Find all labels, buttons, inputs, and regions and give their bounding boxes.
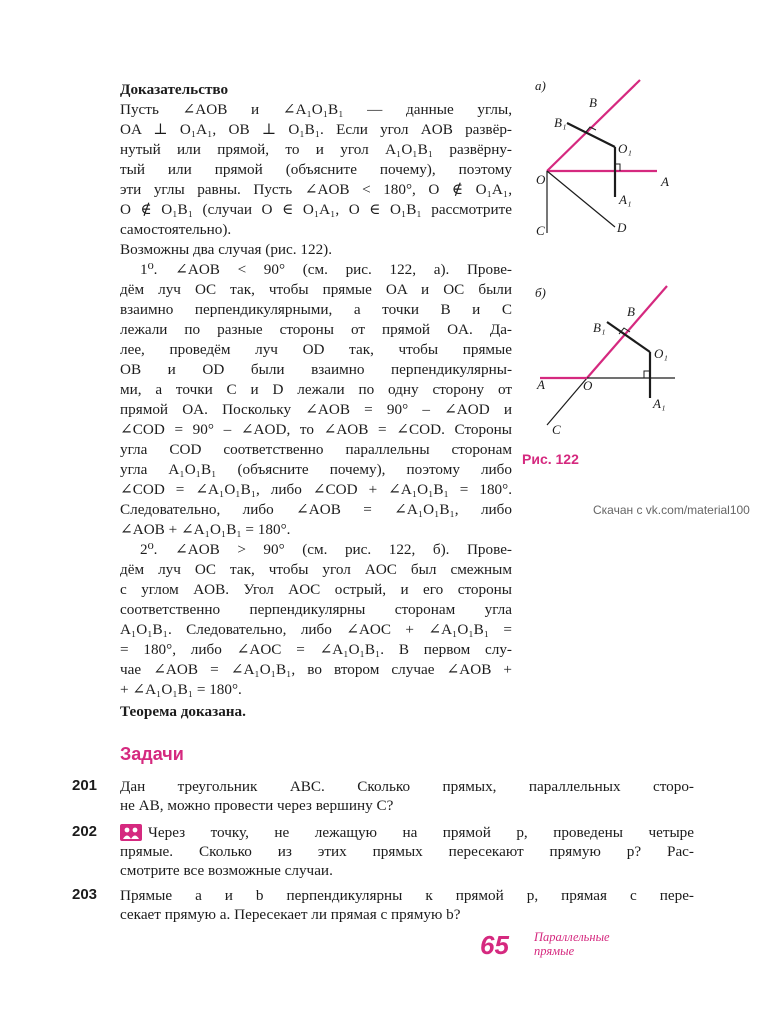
proof-line: OA ⊥ O₁A₁, OB ⊥ O₁B₁. Если угол AOB развёр- bbox=[120, 121, 512, 138]
point-label-c: C bbox=[552, 422, 561, 437]
proof-line: эти углы равны. Пусть ∠AOB < 180°, O ∉ O₁A₁, bbox=[120, 181, 512, 198]
proof-line: = 180°, либо ∠AOC = ∠A₁O₁B₁. В первом слу- bbox=[120, 641, 512, 658]
ray-oc bbox=[547, 378, 587, 425]
proof-line: 2⁰. ∠AOB > 90° (см. рис. 122, б). Прове- bbox=[140, 541, 512, 558]
point-label-b: B bbox=[627, 304, 635, 319]
point-label-o1: O₁ bbox=[654, 346, 668, 361]
task-line: смотрите все возможные случаи. bbox=[120, 862, 333, 879]
proof-line: OB и OD были взаимно перпендикулярны- bbox=[120, 361, 512, 378]
theorem-proved: Теорема доказана. bbox=[120, 703, 246, 720]
proof-line: ∠COD = 90° – ∠AOD, то ∠AOB = ∠COD. Стороны bbox=[120, 421, 512, 438]
proof-line: чае ∠AOB = ∠A₁O₁B₁, во втором случае ∠AOB + bbox=[120, 661, 512, 678]
section-title bbox=[534, 930, 610, 958]
point-label-o: O bbox=[583, 378, 593, 393]
proof-line: ∠AOB + ∠A₁O₁B₁ = 180°. bbox=[120, 521, 291, 538]
proof-line: с углом AOB. Угол AOC острый, и его стороны bbox=[120, 581, 512, 598]
proof-line: нутый или прямой, то и угол A₁O₁B₁ развёрну- bbox=[120, 141, 512, 158]
proof-line: лее, проведём луч OD так, чтобы прямые bbox=[120, 341, 512, 358]
point-label-a: A bbox=[537, 377, 545, 392]
figure-122a bbox=[525, 75, 695, 245]
figure-b-label: б) bbox=[535, 285, 546, 300]
proof-line: Пусть ∠AOB и ∠A₁O₁B₁ — данные углы, bbox=[120, 101, 512, 118]
proof-line: A₁O₁B₁. Следовательно, либо ∠AOC + ∠A₁O₁B₁ = bbox=[120, 621, 512, 638]
point-label-o1: O₁ bbox=[618, 141, 632, 156]
task-number: 201 bbox=[72, 777, 98, 794]
proof-line: прямой OA. Поскольку ∠AOB = 90° – ∠AOD и bbox=[120, 401, 512, 418]
page-number: 65 bbox=[480, 930, 509, 960]
proof-line: самостоятельно). bbox=[120, 221, 232, 238]
proof-line: дём луч OC так, чтобы угол AOC был смежным bbox=[120, 561, 512, 578]
point-label-b1: B₁ bbox=[593, 320, 606, 335]
figure-caption: Рис. 122 bbox=[522, 451, 579, 467]
proof-line: дём луч OC так, чтобы прямые OA и OC были bbox=[120, 281, 512, 298]
task-line: прямые. Сколько из этих прямых пересекают прямую p? Рас- bbox=[120, 843, 694, 860]
figure-122b bbox=[525, 282, 695, 442]
point-label-c: C bbox=[536, 223, 545, 238]
group-work-icon bbox=[120, 824, 142, 841]
section-title-line: Параллельные bbox=[534, 930, 610, 944]
task-line: Прямые a и b перпендикулярны к прямой p, прямая c пере- bbox=[120, 887, 694, 904]
proof-line: угла COD соответственно параллельны сторонам bbox=[120, 441, 512, 458]
task-line: Дан треугольник ABC. Сколько прямых, параллельных сторо- bbox=[120, 778, 694, 795]
proof-heading: Доказательство bbox=[120, 81, 229, 98]
task-number: 202 bbox=[72, 823, 98, 840]
proof-line: ми, а точки C и D лежали по одну сторону от bbox=[120, 381, 512, 398]
section-title-line: прямые bbox=[534, 944, 575, 958]
proof-line: соответственно перпендикулярны сторонам угла bbox=[120, 601, 512, 618]
proof-line: O ∉ O₁B₁ (случаи O ∈ O₁A₁, O ∈ O₁B₁ рассмотрите bbox=[120, 201, 512, 218]
figure-a-label: а) bbox=[535, 78, 546, 93]
proof-line: лежали по разные стороны от прямой OA. Да- bbox=[120, 321, 512, 338]
proof-line: 1⁰. ∠AOB < 90° (см. рис. 122, а). Прове- bbox=[140, 261, 512, 278]
task-line: не AB, можно провести через вершину C? bbox=[120, 797, 394, 814]
point-label-a1: A₁ bbox=[653, 396, 666, 411]
watermark: Скачан с vk.com/material100 bbox=[593, 503, 750, 517]
point-label-b: B bbox=[589, 95, 597, 110]
task-line: Через точку, не лежащую на прямой p, проведены четыре bbox=[148, 824, 694, 841]
point-label-a1: A₁ bbox=[619, 192, 632, 207]
task-line: секает прямую a. Пересекает ли прямая c прямую b? bbox=[120, 906, 461, 923]
point-label-o: O bbox=[536, 172, 546, 187]
ray-od bbox=[547, 171, 615, 227]
proof-line: тый или прямой (объясните почему), поэтому bbox=[120, 161, 512, 178]
point-label-a: A bbox=[661, 174, 669, 189]
point-label-b1: B₁ bbox=[554, 115, 567, 130]
proof-line: Следовательно, либо ∠AOB = ∠A₁O₁B₁, либо bbox=[120, 501, 512, 518]
tasks-heading: Задачи bbox=[120, 744, 184, 764]
task-number: 203 bbox=[72, 886, 98, 903]
proof-line: Возможны два случая (рис. 122). bbox=[120, 241, 333, 258]
proof-line: угла A₁O₁B₁ (объясните почему), поэтому либо bbox=[120, 461, 512, 478]
proof-line: взаимно перпендикулярными, а точки B и C bbox=[120, 301, 512, 318]
point-label-d: D bbox=[617, 220, 627, 235]
proof-line: + ∠A₁O₁B₁ = 180°. bbox=[120, 681, 242, 698]
proof-line: ∠COD = ∠A₁O₁B₁, либо ∠COD + ∠A₁O₁B₁ = 180°. bbox=[120, 481, 512, 498]
